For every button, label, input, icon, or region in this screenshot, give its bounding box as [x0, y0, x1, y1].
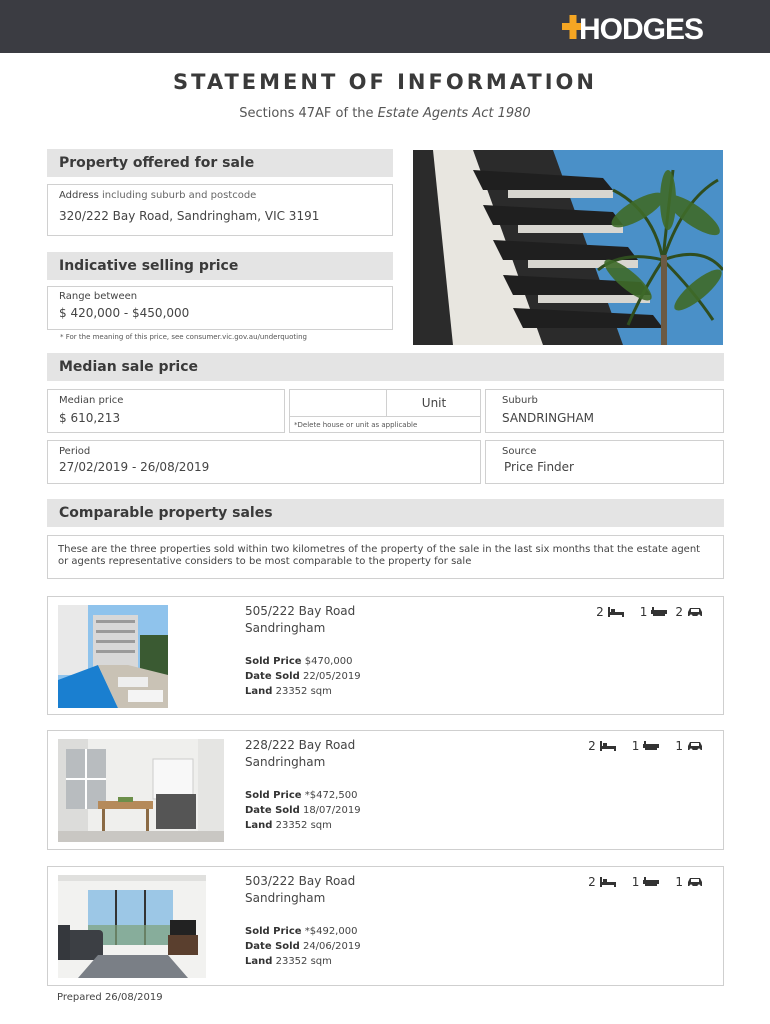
beds-count: 2	[588, 875, 596, 889]
date-sold: 18/07/2019	[302, 805, 361, 816]
range-value: $ 420,000 - $450,000	[59, 306, 190, 320]
comparable-address	[245, 873, 355, 907]
feature-icons	[596, 605, 703, 619]
comparable-photo	[58, 739, 224, 842]
address-box	[47, 184, 393, 236]
beds-count: 2	[588, 739, 596, 753]
comparable-address	[245, 737, 355, 771]
median-price-box	[47, 389, 285, 433]
address-line1: 228/222 Bay Road	[245, 738, 356, 752]
suburb-value: SANDRINGHAM	[502, 411, 595, 425]
address-label: Address including suburb and postcode	[59, 190, 257, 201]
range-box	[47, 286, 393, 330]
underquoting-footnote: * For the meaning of this price, see consumer.vic.gov.au/underquoting	[60, 333, 307, 341]
bath-icon	[643, 877, 659, 887]
land-size: 23352 sqm	[275, 686, 332, 697]
land-size: 23352 sqm	[275, 956, 332, 967]
address-value: 320/222 Bay Road, Sandringham, VIC 3191	[59, 209, 320, 223]
sold-price: *$492,000	[304, 926, 358, 937]
land-size: 23352 sqm	[275, 820, 332, 831]
hodges-logo	[562, 11, 726, 43]
comparable-card	[47, 596, 724, 715]
baths-count: 1	[631, 875, 640, 889]
house-type-cell	[290, 390, 386, 417]
comparable-card	[47, 866, 724, 986]
bed-icon	[600, 877, 616, 887]
median-price-value: $ 610,213	[59, 411, 121, 425]
address-line2: Sandringham	[245, 891, 326, 905]
bed-icon	[600, 741, 616, 751]
address-line2: Sandringham	[245, 621, 326, 635]
sold-price: $470,000	[304, 656, 353, 667]
bed-icon	[608, 607, 624, 617]
median-price-label: Median price	[59, 395, 124, 406]
median-heading: Median sale price	[47, 353, 724, 381]
range-label: Range between	[59, 291, 138, 302]
period-value: 27/02/2019 - 26/08/2019	[59, 460, 210, 474]
date-sold: 22/05/2019	[302, 671, 361, 682]
sale-details: Sold Price *$492,000 Date Sold 24/06/2019 Land 23352 sqm	[245, 926, 361, 967]
property-type-box	[289, 389, 481, 433]
source-value: Price Finder	[504, 460, 574, 474]
sale-details: Sold Price *$472,500 Date Sold 18/07/2019 Land 23352 sqm	[245, 790, 361, 831]
sale-details: Sold Price $470,000 Date Sold 22/05/2019 Land 23352 sqm	[245, 656, 361, 697]
cars-count: 1	[675, 739, 683, 753]
source-box	[485, 440, 724, 484]
period-label: Period	[59, 446, 91, 457]
car-icon	[687, 607, 703, 617]
car-icon	[687, 741, 703, 751]
baths-count: 1	[631, 739, 640, 753]
comparable-heading: Comparable property sales	[47, 499, 724, 527]
suburb-box	[485, 389, 724, 433]
comparable-card	[47, 730, 724, 850]
address-line1: 503/222 Bay Road	[245, 874, 356, 888]
suburb-label: Suburb	[502, 395, 538, 406]
sold-price: *$472,500	[304, 790, 358, 801]
indicative-heading: Indicative selling price	[47, 252, 393, 280]
feature-icons	[588, 739, 703, 753]
unit-type-cell: Unit	[386, 390, 481, 417]
cars-count: 2	[675, 605, 683, 619]
bath-icon	[643, 741, 659, 751]
date-sold: 24/06/2019	[302, 941, 361, 952]
property-heading: Property offered for sale	[47, 149, 393, 177]
comparable-intro-box	[47, 535, 724, 579]
address-line2: Sandringham	[245, 755, 326, 769]
baths-count: 1	[639, 605, 648, 619]
period-box	[47, 440, 481, 484]
source-label: Source	[502, 446, 537, 457]
page-title: STATEMENT OF INFORMATION	[173, 70, 597, 94]
comparable-address	[245, 603, 355, 637]
beds-count: 2	[596, 605, 604, 619]
address-line1: 505/222 Bay Road	[245, 604, 356, 618]
comparable-intro: These are the three properties sold within two kilometres of the property of the sale in the last six months that the estate agent or agents representative considers to be most comparable to the property for sale	[58, 544, 701, 567]
svg-text:HODGES: HODGES	[579, 13, 704, 43]
bath-icon	[651, 607, 667, 617]
header-bar	[0, 0, 770, 53]
cars-count: 1	[675, 875, 683, 889]
comparable-photo	[58, 605, 168, 708]
comparable-photo	[58, 875, 206, 978]
car-icon	[687, 877, 703, 887]
prepared-date: Prepared 26/08/2019	[57, 992, 163, 1003]
type-note: *Delete house or unit as applicable	[294, 421, 418, 429]
property-photo	[413, 150, 723, 345]
feature-icons	[588, 875, 703, 889]
page-subtitle: Sections 47AF of the Estate Agents Act 1980	[239, 106, 531, 121]
